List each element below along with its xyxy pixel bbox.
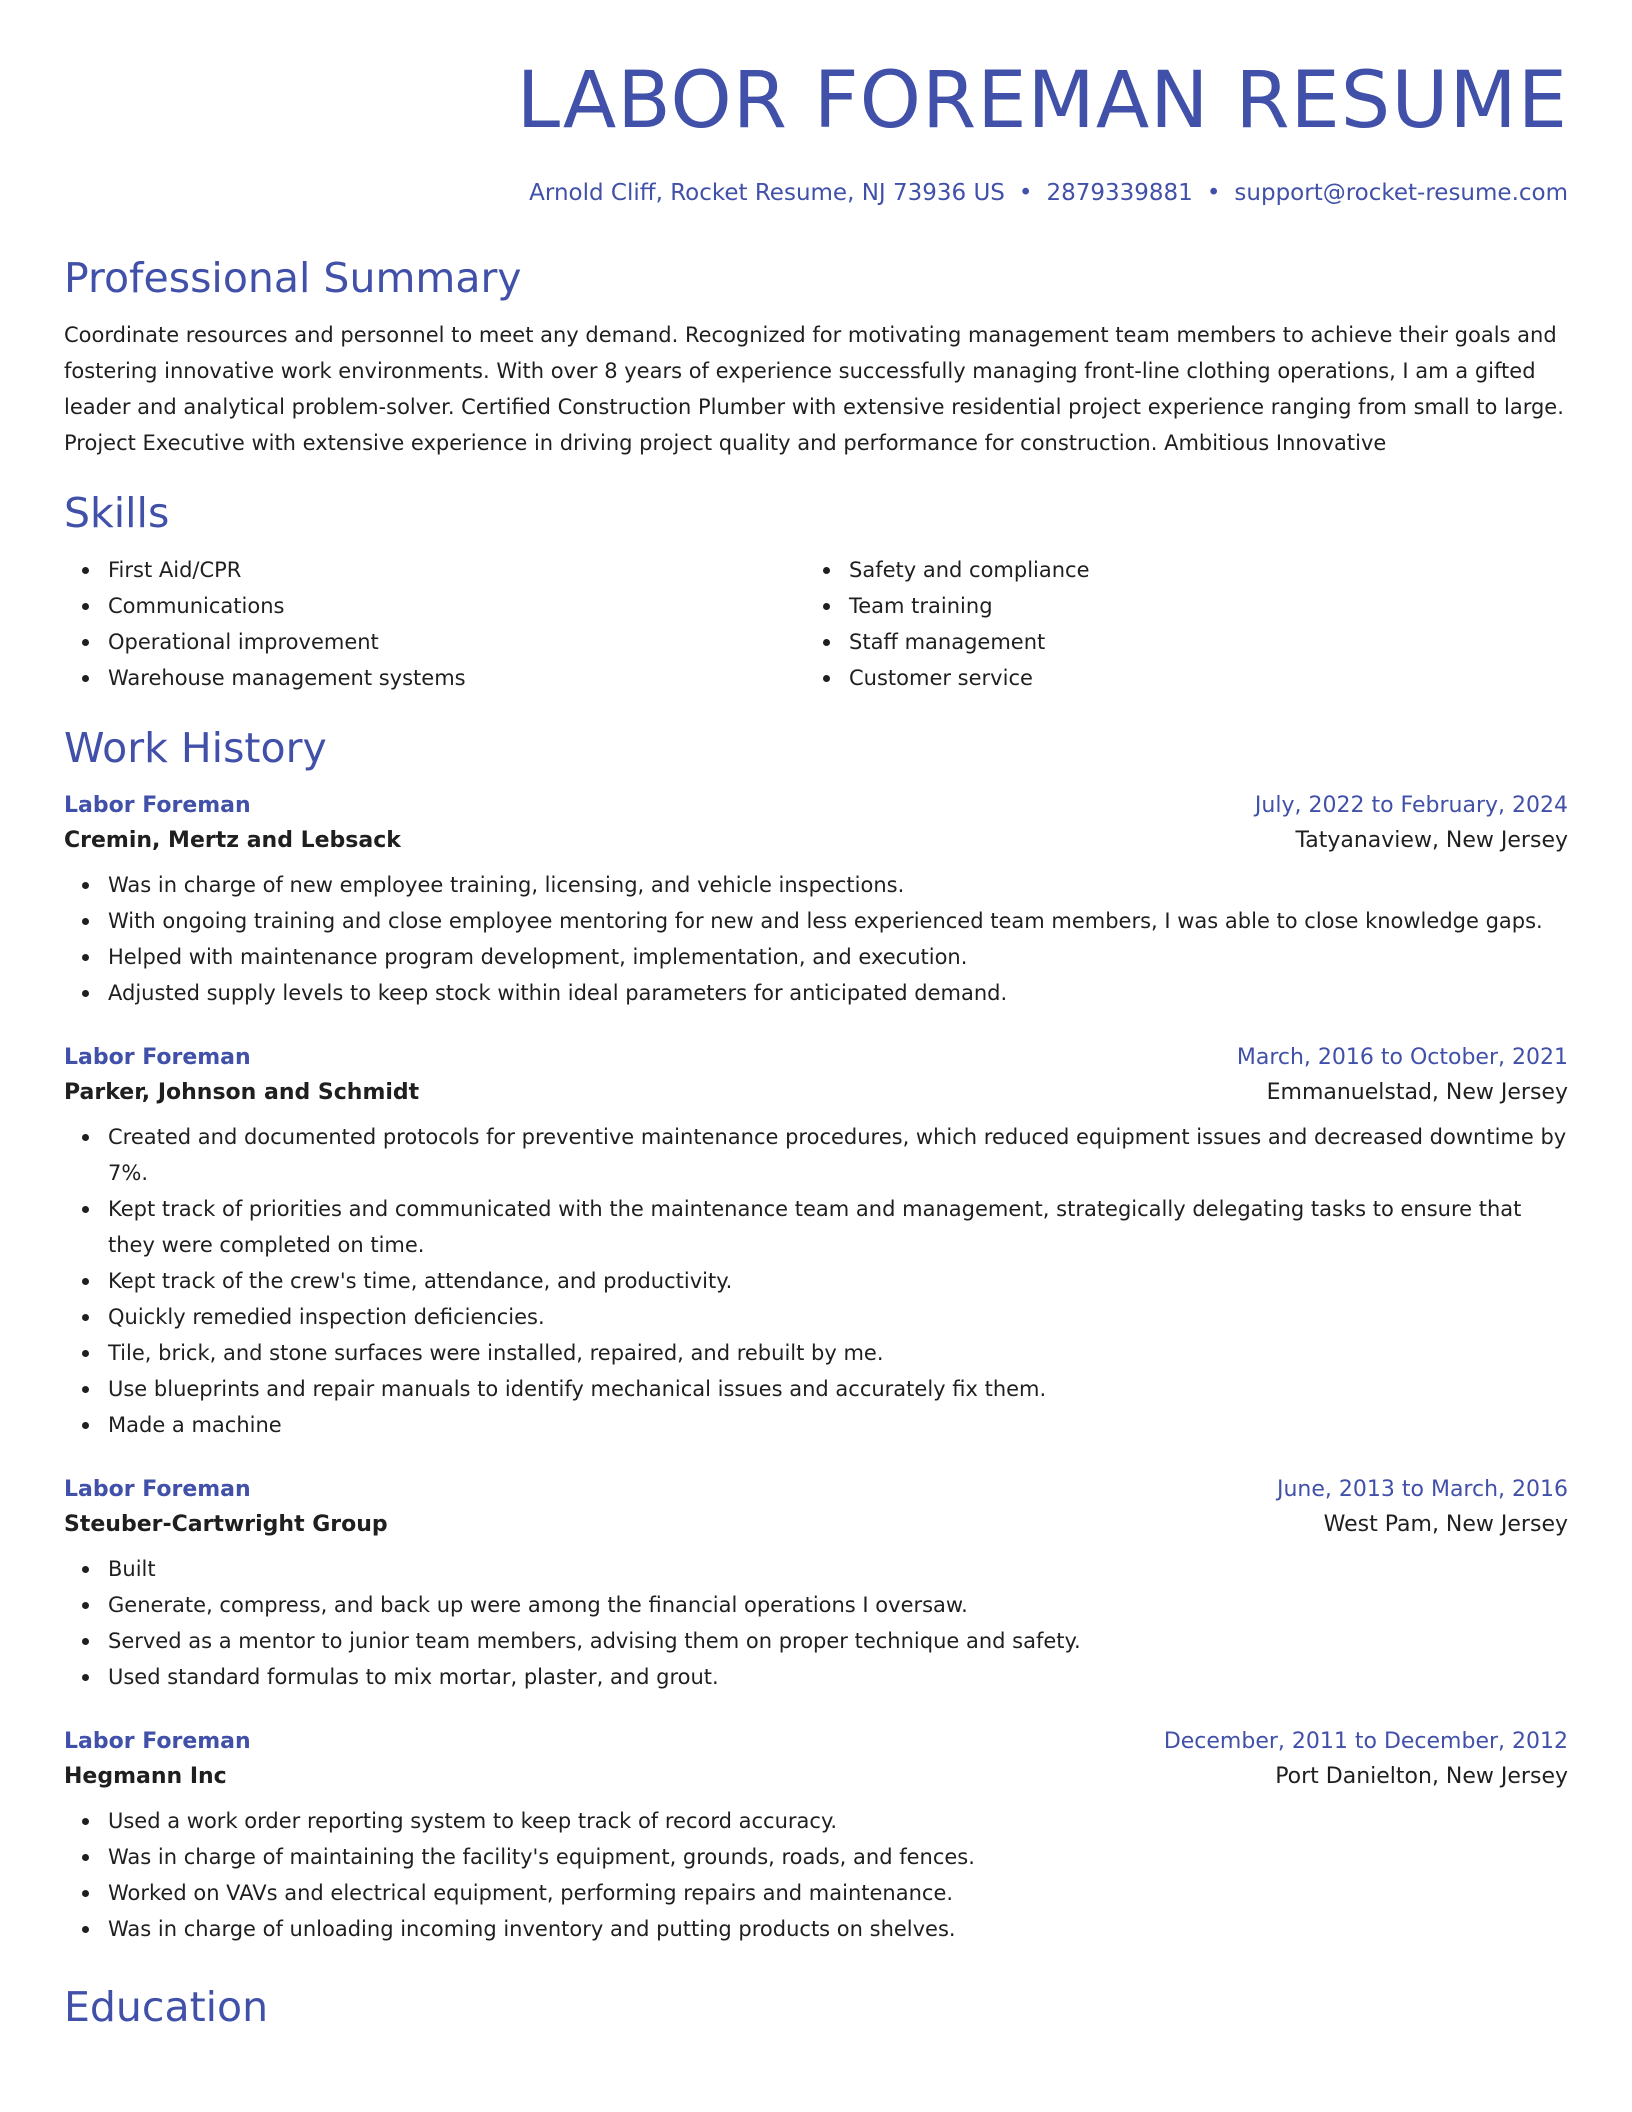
skill-item: Operational improvement — [108, 624, 805, 660]
skill-item: First Aid/CPR — [108, 552, 805, 588]
contact-address: Arnold Cliff, Rocket Resume, NJ 73936 US — [529, 180, 1005, 206]
job-location: West Pam, New Jersey — [1323, 1512, 1568, 1538]
duty-item: Quickly remedied inspection deficiencies. — [108, 1299, 1568, 1335]
summary-heading: Professional Summary — [64, 253, 522, 302]
skill-item: Customer service — [849, 660, 1568, 696]
duty-item: Use blueprints and repair manuals to identify mechanical issues and accurately fix them. — [108, 1371, 1568, 1407]
duty-item: Used standard formulas to mix mortar, plaster, and grout. — [108, 1659, 1568, 1695]
job-company: Parker, Johnson and Schmidt — [64, 1080, 420, 1106]
skills-column-left — [64, 552, 805, 696]
skills-heading: Skills — [64, 488, 170, 537]
skills-list — [64, 552, 1568, 696]
duty-item: With ongoing training and close employee mentoring for new and less experienced team members, I was able to close knowledge gaps. — [108, 903, 1568, 939]
job-title: Labor Foreman — [64, 1729, 251, 1755]
skill-item: Staff management — [849, 624, 1568, 660]
skill-item: Safety and compliance — [849, 552, 1568, 588]
duty-item: Helped with maintenance program development, implementation, and execution. — [108, 939, 1568, 975]
job-location: Port Danielton, New Jersey — [1275, 1764, 1568, 1790]
resume-title: LABOR FOREMAN RESUME — [516, 56, 1568, 146]
contact-line — [64, 180, 1568, 208]
job-duties — [64, 867, 1568, 1011]
duty-item: Tile, brick, and stone surfaces were installed, repaired, and rebuilt by me. — [108, 1335, 1568, 1371]
skills-column-right — [805, 552, 1568, 696]
duty-item: Was in charge of unloading incoming inventory and putting products on shelves. — [108, 1911, 1568, 1947]
duty-item: Generate, compress, and back up were among the financial operations I oversaw. — [108, 1587, 1568, 1623]
job-duties — [64, 1551, 1568, 1695]
job-dates: March, 2016 to October, 2021 — [1236, 1045, 1568, 1071]
job-dates: December, 2011 to December, 2012 — [1163, 1729, 1568, 1755]
job-company: Steuber-Cartwright Group — [64, 1512, 388, 1538]
duty-item: Created and documented protocols for preventive maintenance procedures, which reduced equipment issues and decreased downtime by 7%. — [108, 1119, 1568, 1191]
contact-phone: 2879339881 — [1046, 180, 1193, 206]
duty-item: Built — [108, 1551, 1568, 1587]
duty-item: Worked on VAVs and electrical equipment, performing repairs and maintenance. — [108, 1875, 1568, 1911]
job-dates: June, 2013 to March, 2016 — [1277, 1477, 1568, 1503]
job-location: Tatyanaview, New Jersey — [1295, 828, 1568, 854]
job-company: Hegmann Inc — [64, 1764, 227, 1790]
duty-item: Was in charge of maintaining the facility's equipment, grounds, roads, and fences. — [108, 1839, 1568, 1875]
skill-item: Warehouse management systems — [108, 660, 805, 696]
contact-separator: • — [1206, 180, 1221, 206]
job-title: Labor Foreman — [64, 1477, 251, 1503]
duty-item: Kept track of the crew's time, attendance, and productivity. — [108, 1263, 1568, 1299]
summary-text: Coordinate resources and personnel to meet any demand. Recognized for motivating management team members to achieve their goals and fostering innovative work environments. With over 8 years of experience successfully managing front-line clothing operations, I am a gifted leader and analytical problem-solver. Certified Construction Plumber with extensive residential project experience ranging from small to large. Project Executive with extensive experience in driving project quality and performance for construction. Ambitious Innovative — [64, 322, 1564, 455]
duty-item: Used a work order reporting system to keep track of record accuracy. — [108, 1803, 1568, 1839]
job-duties — [64, 1803, 1568, 1947]
skill-item: Team training — [849, 588, 1568, 624]
contact-separator: • — [1018, 180, 1033, 206]
education-heading: Education — [64, 1983, 269, 2032]
duty-item: Was in charge of new employee training, licensing, and vehicle inspections. — [108, 867, 1568, 903]
job-dates: July, 2022 to February, 2024 — [1254, 793, 1568, 819]
skill-item: Communications — [108, 588, 805, 624]
job-entry — [64, 1729, 1568, 1947]
job-entry — [64, 1045, 1568, 1443]
job-entry — [64, 1477, 1568, 1695]
job-company: Cremin, Mertz and Lebsack — [64, 828, 401, 854]
duty-item: Served as a mentor to junior team members, advising them on proper technique and safety. — [108, 1623, 1568, 1659]
contact-email: support@rocket-resume.com — [1234, 180, 1568, 206]
duty-item: Kept track of priorities and communicated with the maintenance team and management, strategically delegating tasks to ensure that they were completed on time. — [108, 1191, 1568, 1263]
job-title: Labor Foreman — [64, 1045, 251, 1071]
job-duties — [64, 1119, 1568, 1443]
work-history-heading: Work History — [64, 723, 327, 772]
job-title: Labor Foreman — [64, 793, 251, 819]
duty-item: Adjusted supply levels to keep stock within ideal parameters for anticipated demand. — [108, 975, 1568, 1011]
job-entry — [64, 793, 1568, 1011]
duty-item: Made a machine — [108, 1407, 1568, 1443]
job-location: Emmanuelstad, New Jersey — [1266, 1080, 1568, 1106]
